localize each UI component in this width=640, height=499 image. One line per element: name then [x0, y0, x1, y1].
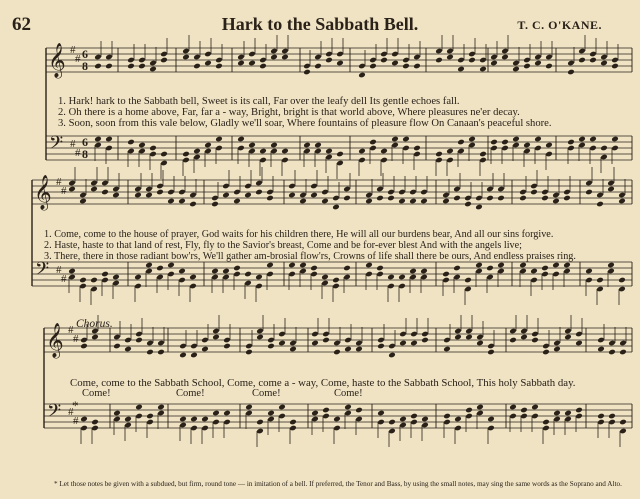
- note-head: [322, 407, 330, 414]
- note-head: [413, 63, 421, 70]
- note-head: [179, 416, 187, 423]
- note-head: [343, 265, 351, 272]
- note-head: [487, 416, 495, 423]
- note-head: [435, 151, 443, 158]
- note-head: [563, 195, 571, 202]
- note-head: [545, 142, 553, 149]
- note-head: [256, 334, 264, 341]
- note-head: [193, 148, 201, 155]
- note-head: [409, 268, 417, 275]
- sharp-icon: #: [68, 324, 74, 336]
- note-head: [311, 410, 319, 417]
- note-head: [402, 136, 410, 143]
- note-head: [585, 189, 593, 196]
- note-head: [465, 407, 473, 414]
- time-signature: 6: [82, 47, 88, 61]
- note-head: [435, 57, 443, 64]
- note-head: [189, 274, 197, 281]
- note-head: [607, 186, 615, 193]
- note-head: [212, 334, 220, 341]
- note-head: [325, 57, 333, 64]
- note-head: [201, 346, 209, 353]
- page-number: 62: [12, 14, 31, 35]
- bass-clef-icon: 𝄢: [35, 259, 50, 284]
- note-head: [79, 198, 87, 205]
- note-head: [211, 201, 219, 208]
- note-head: [512, 136, 520, 143]
- note-head: [233, 198, 241, 205]
- note-head: [442, 271, 450, 278]
- note-head: [91, 334, 99, 341]
- note-head: [189, 201, 197, 208]
- note-head: [369, 139, 377, 146]
- note-head: [237, 60, 245, 67]
- sharp-icon: #: [73, 333, 79, 345]
- hymn-title: Hark to the Sabbath Bell.: [221, 14, 419, 34]
- treble-clef-icon: 𝄞: [46, 323, 64, 358]
- note-head: [365, 198, 373, 205]
- note-head: [608, 349, 616, 356]
- time-signature: 6: [82, 135, 88, 149]
- note-head: [135, 337, 143, 344]
- note-head: [113, 343, 121, 350]
- note-head: [391, 60, 399, 67]
- note-head: [420, 268, 428, 275]
- note-head: [267, 410, 275, 417]
- note-head: [542, 419, 550, 426]
- note-head: [281, 54, 289, 61]
- note-head: [509, 337, 517, 344]
- note-head: [255, 189, 263, 196]
- note-head: [443, 413, 451, 420]
- note-head: [479, 151, 487, 158]
- note-head: [464, 201, 472, 208]
- note-head: [453, 195, 461, 202]
- note-head: [149, 145, 157, 152]
- note-head: [124, 346, 132, 353]
- note-head: [585, 268, 593, 275]
- note-head: [314, 142, 322, 149]
- note-head: [138, 63, 146, 70]
- note-head: [245, 404, 253, 411]
- note-head: [94, 63, 102, 70]
- note-head: [519, 195, 527, 202]
- sharp-icon: #: [70, 44, 76, 56]
- sharp-icon: #: [70, 138, 76, 150]
- note-head: [311, 340, 319, 347]
- note-head: [160, 151, 168, 158]
- note-head: [619, 419, 627, 426]
- note-head: [278, 340, 286, 347]
- note-head: [248, 60, 256, 67]
- note-head: [567, 139, 575, 146]
- note-head: [534, 60, 542, 67]
- note-head: [245, 349, 253, 356]
- treble-clef-icon: 𝄞: [34, 175, 52, 210]
- note-head: [607, 262, 615, 269]
- note-head: [112, 274, 120, 281]
- note-head: [278, 404, 286, 411]
- note-head: [248, 142, 256, 149]
- note-head: [388, 352, 396, 359]
- note-head: [534, 136, 542, 143]
- note-head: [80, 343, 88, 350]
- note-head: [391, 136, 399, 143]
- note-head: [124, 416, 132, 423]
- sharp-icon: #: [56, 176, 62, 188]
- time-signature: 8: [82, 59, 88, 73]
- note-head: [530, 189, 538, 196]
- note-head: [157, 349, 165, 356]
- note-head: [512, 66, 520, 73]
- note-head: [387, 195, 395, 202]
- note-head: [468, 57, 476, 64]
- note-head: [531, 337, 539, 344]
- echo-word-3: Come!: [252, 388, 281, 399]
- note-head: [182, 151, 190, 158]
- note-head: [358, 72, 366, 79]
- note-head: [545, 63, 553, 70]
- note-head: [90, 186, 98, 193]
- note-head: [101, 271, 109, 278]
- note-head: [101, 189, 109, 196]
- note-head: [157, 404, 165, 411]
- chorus-label: Chorus.: [76, 318, 113, 330]
- note-head: [193, 63, 201, 70]
- note-head: [190, 416, 198, 423]
- note-head: [223, 410, 231, 417]
- note-head: [608, 413, 616, 420]
- note-head: [355, 407, 363, 414]
- note-head: [146, 349, 154, 356]
- note-head: [479, 66, 487, 73]
- note-head: [552, 198, 560, 205]
- note-head: [501, 139, 509, 146]
- note-head: [388, 419, 396, 426]
- sharp-icon: #: [56, 264, 62, 276]
- note-head: [618, 198, 626, 205]
- note-head: [215, 63, 223, 70]
- note-head: [167, 198, 175, 205]
- lyric-line-1-1: 1. Hark! hark to the Sabbath bell, Sweet is its call, Far over the leafy dell Its gentle echoes fall.: [58, 96, 460, 107]
- note-head: [589, 57, 597, 64]
- note-head: [523, 63, 531, 70]
- note-head: [596, 277, 604, 284]
- note-head: [179, 352, 187, 359]
- note-head: [259, 63, 267, 70]
- note-head: [134, 192, 142, 199]
- bass-clef-icon: 𝄢: [49, 133, 64, 158]
- note-head: [380, 57, 388, 64]
- note-head: [553, 410, 561, 417]
- note-head: [410, 340, 418, 347]
- note-head: [182, 54, 190, 61]
- note-head: [409, 198, 417, 205]
- note-head: [446, 148, 454, 155]
- note-head: [597, 346, 605, 353]
- note-head: [322, 337, 330, 344]
- note-head: [256, 419, 264, 426]
- note-head: [420, 198, 428, 205]
- note-head: [204, 142, 212, 149]
- lyric-line-2-1: 1. Come, come to the house of prayer, God waits for his children there, He will all our burdens bear, And all our sins forgive.: [44, 229, 554, 240]
- sharp-icon: #: [61, 273, 67, 285]
- note-head: [399, 416, 407, 423]
- note-head: [156, 265, 164, 272]
- note-head: [325, 148, 333, 155]
- note-head: [215, 136, 223, 143]
- note-head: [589, 136, 597, 143]
- note-head: [79, 277, 87, 284]
- note-head: [600, 145, 608, 152]
- note-head: [149, 66, 157, 73]
- note-head: [270, 54, 278, 61]
- note-head: [421, 416, 429, 423]
- note-head: [497, 195, 505, 202]
- note-head: [358, 148, 366, 155]
- note-head: [398, 274, 406, 281]
- note-head: [454, 334, 462, 341]
- note-head: [314, 63, 322, 70]
- sharp-icon: #: [75, 147, 81, 159]
- note-head: [212, 410, 220, 417]
- note-head: [475, 204, 483, 211]
- note-head: [332, 204, 340, 211]
- note-head: [410, 413, 418, 420]
- note-head: [490, 139, 498, 146]
- note-head: [600, 60, 608, 67]
- bass-clef-icon: 𝄢: [47, 401, 62, 426]
- sharp-icon: #: [73, 415, 79, 427]
- note-head: [112, 192, 120, 199]
- note-head: [387, 274, 395, 281]
- sharp-icon: #: [68, 406, 74, 418]
- note-head: [369, 63, 377, 70]
- note-head: [321, 198, 329, 205]
- note-head: [464, 277, 472, 284]
- echo-word-2: Come!: [176, 388, 205, 399]
- note-head: [453, 265, 461, 272]
- note-head: [244, 271, 252, 278]
- note-head: [542, 349, 550, 356]
- note-head: [465, 334, 473, 341]
- note-head: [178, 198, 186, 205]
- note-head: [259, 148, 267, 155]
- note-head: [134, 274, 142, 281]
- note-head: [160, 57, 168, 64]
- note-head: [618, 277, 626, 284]
- note-head: [310, 265, 318, 272]
- note-head: [336, 151, 344, 158]
- note-head: [531, 404, 539, 411]
- note-head: [267, 343, 275, 350]
- note-head: [343, 195, 351, 202]
- note-head: [178, 268, 186, 275]
- note-head: [237, 136, 245, 143]
- note-head: [222, 268, 230, 275]
- note-head: [486, 195, 494, 202]
- echo-word-1: Come!: [82, 388, 111, 399]
- note-head: [597, 413, 605, 420]
- treble-clef-icon: 𝄞: [48, 43, 66, 78]
- note-head: [135, 404, 143, 411]
- lyric-line-2-2: 2. Haste, haste to that land of rest, Fly, fly to the Savior's breast, Come and be for-ever blest And with the angels live;: [44, 240, 522, 251]
- note-head: [380, 148, 388, 155]
- note-head: [520, 334, 528, 341]
- note-head: [201, 416, 209, 423]
- note-head: [376, 195, 384, 202]
- note-head: [564, 334, 572, 341]
- note-head: [575, 340, 583, 347]
- note-head: [80, 416, 88, 423]
- note-head: [94, 136, 102, 143]
- note-head: [468, 136, 476, 143]
- note-head: [105, 63, 113, 70]
- echo-word-4: Come!: [334, 388, 363, 399]
- note-head: [190, 352, 198, 359]
- note-head: [402, 63, 410, 70]
- lyric-line-1-2: 2. Oh there is a home above, Far, far a - way, Bright, bright is that world above, Where pleasures ne'er decay.: [58, 107, 520, 118]
- note-head: [204, 60, 212, 67]
- note-head: [486, 265, 494, 272]
- note-head: [289, 419, 297, 426]
- note-head: [611, 136, 619, 143]
- note-head: [321, 274, 329, 281]
- note-head: [487, 349, 495, 356]
- note-head: [127, 63, 135, 70]
- note-head: [244, 192, 252, 199]
- note-head: [113, 410, 121, 417]
- sharp-icon: #: [75, 53, 81, 65]
- note-head: [523, 142, 531, 149]
- lyric-line-1-3: 3. Soon, soon from this vale below, Gladly we'll soar, Where fountains of pleasure flow On Canaan's peaceful shore.: [58, 118, 552, 129]
- note-head: [446, 54, 454, 61]
- note-head: [91, 419, 99, 426]
- note-head: [336, 60, 344, 67]
- note-head: [145, 192, 153, 199]
- note-head: [578, 136, 586, 143]
- note-head: [333, 349, 341, 356]
- note-head: [457, 139, 465, 146]
- note-head: [454, 416, 462, 423]
- note-head: [611, 63, 619, 70]
- note-head: [520, 407, 528, 414]
- note-head: [509, 404, 517, 411]
- note-head: [303, 69, 311, 76]
- footnote: * Let those notes be given with a subdued, but firm, round tone — in imitation of a bell. If preferred, the Tenor and Bass, by using the small notes, may sing the same words as the Soprano and Alto.: [54, 480, 622, 488]
- note-head: [421, 337, 429, 344]
- note-head: [530, 268, 538, 275]
- note-head: [288, 192, 296, 199]
- note-head: [266, 195, 274, 202]
- note-head: [344, 346, 352, 353]
- note-head: [211, 268, 219, 275]
- lyric-line-2-3: 3. There, there in those radiant bow'rs, We'll gather am-brosial flow'rs, Crowns of life shall there be ours, And endless praises ring.: [44, 251, 576, 262]
- note-head: [90, 277, 98, 284]
- note-head: [476, 340, 484, 347]
- note-head: [490, 60, 498, 67]
- note-head: [553, 346, 561, 353]
- note-head: [398, 198, 406, 205]
- note-head: [377, 410, 385, 417]
- note-head: [541, 265, 549, 272]
- note-head: [233, 265, 241, 272]
- note-head: [156, 189, 164, 196]
- note-head: [222, 192, 230, 199]
- note-head: [223, 343, 231, 350]
- note-head: [442, 198, 450, 205]
- note-head: [413, 145, 421, 152]
- note-head: [333, 416, 341, 423]
- note-head: [541, 195, 549, 202]
- note-head: [457, 66, 465, 73]
- note-head: [105, 136, 113, 143]
- note-head: [377, 343, 385, 350]
- note-head: [270, 142, 278, 149]
- note-head: [303, 142, 311, 149]
- time-signature: 8: [82, 147, 88, 161]
- sharp-icon: #: [61, 185, 67, 197]
- note-head: [399, 340, 407, 347]
- note-head: [567, 69, 575, 76]
- note-head: [619, 349, 627, 356]
- note-head: [289, 346, 297, 353]
- note-head: [376, 265, 384, 272]
- composer-credit: T. C. O'KANE.: [517, 18, 602, 32]
- note-head: [281, 148, 289, 155]
- note-head: [146, 413, 154, 420]
- note-head: [355, 346, 363, 353]
- note-head: [596, 201, 604, 208]
- note-head: [68, 268, 76, 275]
- note-head: [127, 139, 135, 146]
- note-head: [476, 404, 484, 411]
- note-head: [575, 407, 583, 414]
- note-head: [68, 186, 76, 193]
- note-head: [443, 346, 451, 353]
- note-head: [578, 57, 586, 64]
- note-head: [501, 54, 509, 61]
- note-head: [299, 198, 307, 205]
- note-head: [564, 410, 572, 417]
- note-head: [344, 404, 352, 411]
- note-head: [138, 142, 146, 149]
- note-head: [255, 274, 263, 281]
- chorus-lyric: Come, come to the Sabbath School, Come, come a - way, Come, haste to the Sabbath School, This holy Sabbath day.: [70, 377, 576, 389]
- note-head: [310, 192, 318, 199]
- footnote-asterisk: *: [72, 398, 79, 413]
- note-head: [332, 277, 340, 284]
